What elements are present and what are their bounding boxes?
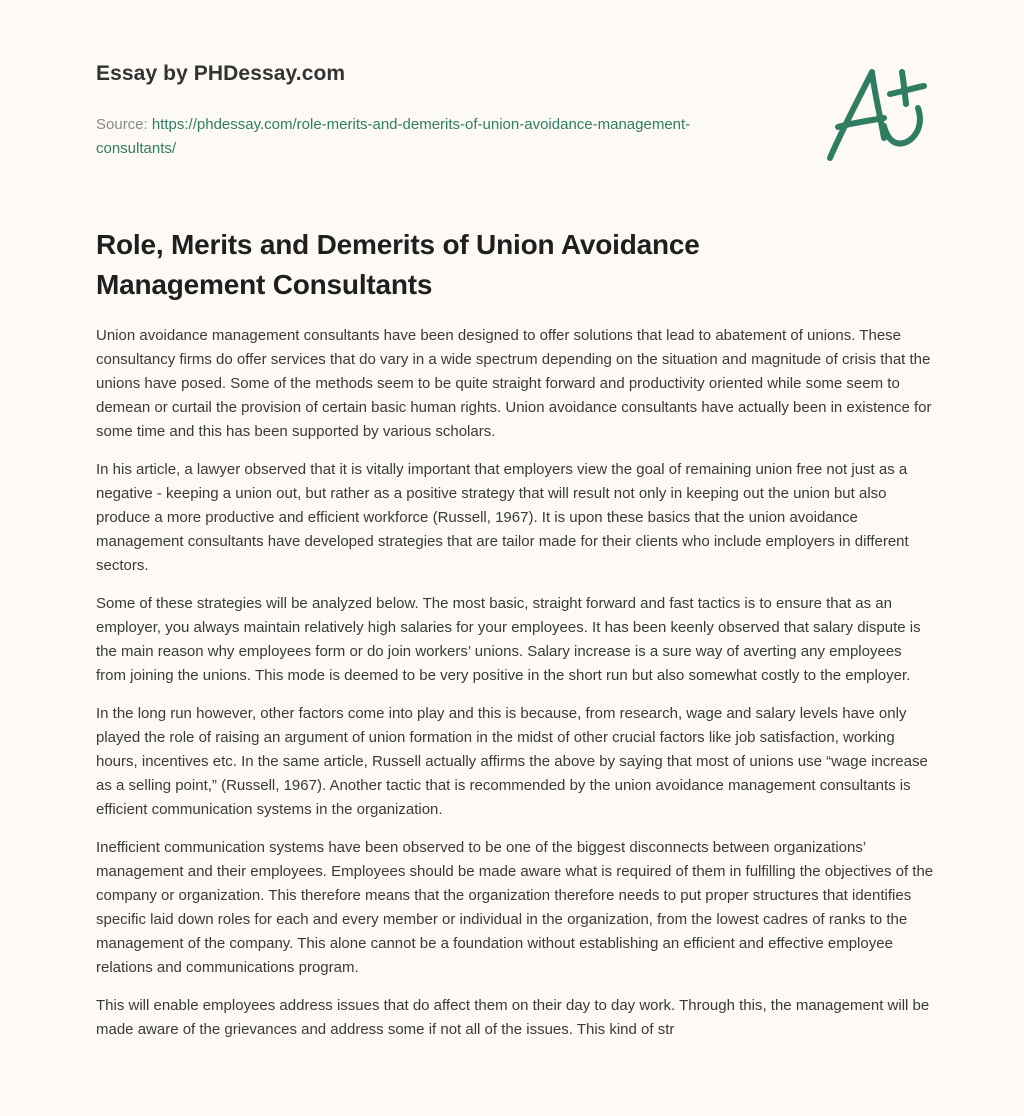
paragraph: Some of these strategies will be analyzed below. The most basic, straight forward and fast tactics is to ensure that as an employer, you always maintain relatively high salaries for your employees. It has been keenly observed that salary dispute is the main reason why employees form or do join workers’ unions. Salary increase is a sure way of averting any employees from joining the unions. This mode is deemed to be very positive in the short run but also somewhat costly to the employer. [96, 595, 921, 684]
paragraph: Inefficient communication systems have been observed to be one of the biggest disconnects between organizations’ management and their employees. Employees should be made aware what is required of them in fulfilling the objectives of the company or organization. This therefore means that the organization therefore needs to put proper structures that identifies specific laid down roles for each and every member or individual in the organization, from the lowest cadres of ranks to the management of the company. This alone cannot be a foundation without establishing an efficient and effective employee relations and communications program. [96, 839, 934, 976]
source-line [96, 113, 736, 161]
paragraph: This will enable employees address issues that do affect them on their day to day work. Through this, the management will be made aware of the grievances and address some if not all of the issues. This kind of str [96, 997, 930, 1038]
header [96, 62, 736, 161]
source-link[interactable]: https://phdessay.com/role-merits-and-demerits-of-union-avoidance-management-consultants/ [96, 116, 691, 157]
paragraph: Union avoidance management consultants have been designed to offer solutions that lead to abatement of unions. These consultancy firms do offer services that do vary in a wide spectrum depending on the situation and magnitude of crisis that the unions have posed. Some of the methods seem to be quite straight forward and productivity oriented while some seem to demean or curtail the provision of certain basic human rights. Union avoidance consultants have actually been in existence for some time and this has been supported by various scholars. [96, 327, 932, 440]
source-label: Source: [96, 116, 152, 133]
a-plus-grade-icon [822, 40, 932, 165]
paragraph: In his article, a lawyer observed that it is vitally important that employers view the goal of remaining union free not just as a negative - keeping a union out, but rather as a positive strategy that will result not only in keeping out the union but also produce a more productive and efficient workforce (Russell, 1967). It is upon these basics that the union avoidance management consultants have developed strategies that are tailor made for their clients who include employers in different sectors. [96, 461, 909, 574]
paragraph: In the long run however, other factors come into play and this is because, from research, wage and salary levels have only played the role of raising an argument of union formation in the midst of other crucial factors like job satisfaction, working hours, incentives etc. In the same article, Russell actually affirms the above by saying that most of unions use “wage increase as a selling point,” (Russell, 1967). Another tactic that is recommended by the union avoidance management consultants is efficient communication systems in the organization. [96, 705, 928, 818]
brand-name: Essay by PHDessay.com [96, 62, 346, 85]
article-title: Role, Merits and Demerits of Union Avoidance Management Consultants [96, 229, 700, 300]
article-body [96, 324, 934, 1056]
